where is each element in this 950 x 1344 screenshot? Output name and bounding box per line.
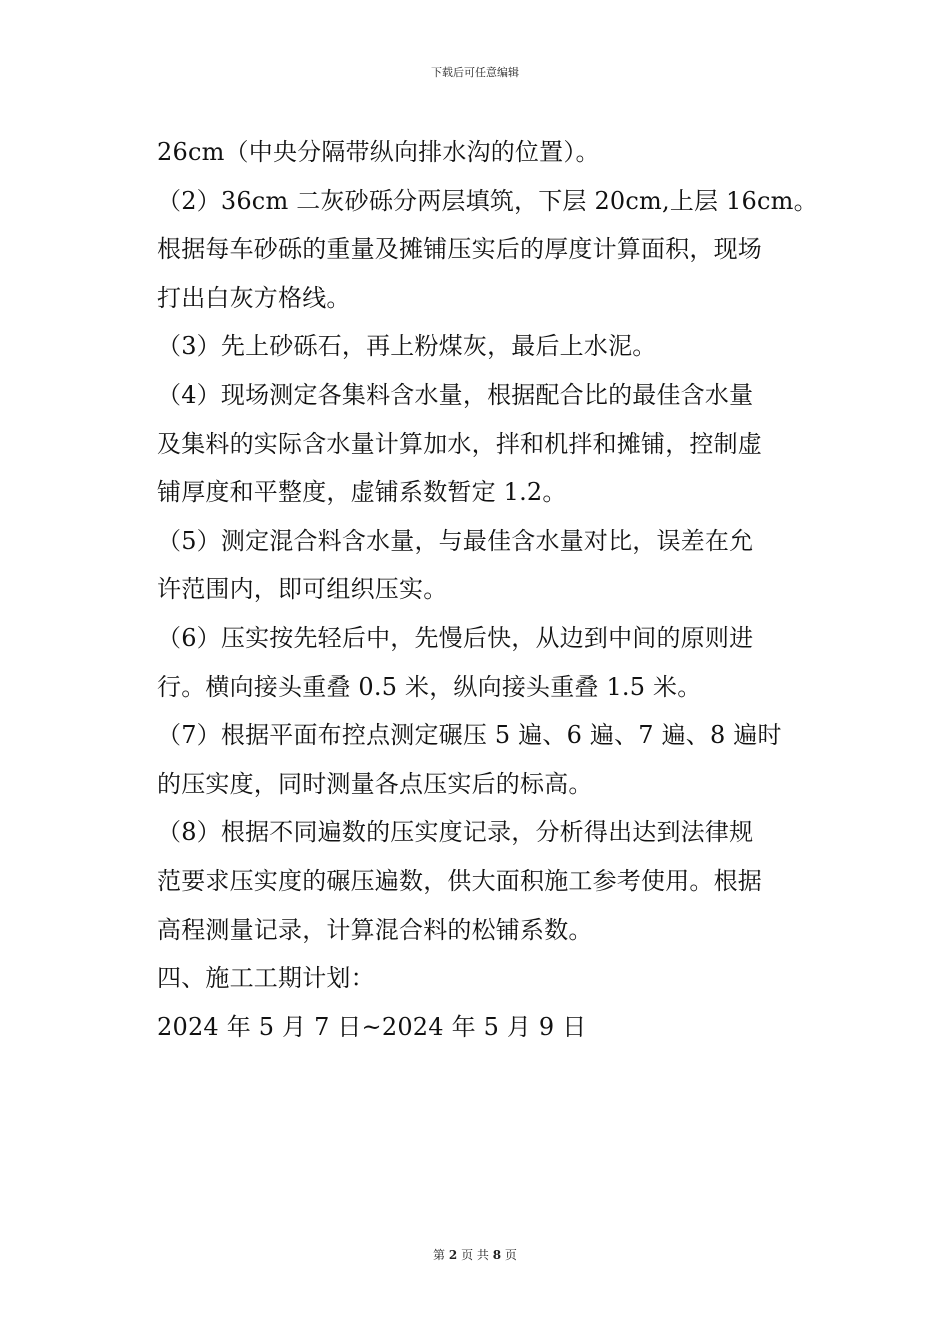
body-line: 及集料的实际含水量计算加水，拌和机拌和摊铺，控制虚: [157, 429, 762, 458]
schedule-dates: 2024 年 5 月 7 日~2024 年 5 月 9 日: [157, 1012, 587, 1041]
body-line: （2）36cm 二灰砂砾分两层填筑，下层 20cm,上层 16cm。: [157, 186, 818, 215]
body-line: 高程测量记录，计算混合料的松铺系数。: [157, 915, 593, 944]
current-page-number: 2: [448, 1248, 458, 1262]
footer-prefix: 第: [433, 1248, 446, 1262]
body-line: 打出白灰方格线。: [157, 283, 351, 312]
page-footer: [0, 1248, 950, 1262]
body-line: （7）根据平面布控点测定碾压 5 遍、6 遍、7 遍、8 遍时: [157, 721, 782, 750]
footer-middle: 页 共: [461, 1248, 489, 1262]
body-line: （5）测定混合料含水量，与最佳含水量对比，误差在允: [157, 526, 754, 555]
page-header: 下载后可任意编辑: [431, 66, 519, 79]
body-line: 铺厚度和平整度，虚铺系数暂定 1.2。: [157, 478, 567, 507]
footer-suffix: 页: [504, 1248, 517, 1262]
body-line: 行。横向接头重叠 0.5 米，纵向接头重叠 1.5 米。: [157, 672, 702, 701]
body-line: （3）先上砂砾石，再上粉煤灰，最后上水泥。: [157, 332, 657, 361]
section-heading: 四、施工工期计划：: [157, 964, 375, 993]
body-line: （6）压实按先轻后中，先慢后快，从边到中间的原则进: [157, 623, 754, 652]
body-line: 根据每车砂砾的重量及摊铺压实后的厚度计算面积，现场: [157, 235, 762, 264]
body-line: （4）现场测定各集料含水量，根据配合比的最佳含水量: [157, 380, 754, 409]
total-page-count: 8: [492, 1248, 502, 1262]
body-line: 的压实度，同时测量各点压实后的标高。: [157, 769, 593, 798]
body-line: 范要求压实度的碾压遍数，供大面积施工参考使用。根据: [157, 866, 762, 895]
body-line: 许范围内，即可组织压实。: [157, 575, 448, 604]
document-body: [157, 128, 818, 1051]
body-line: 26cm（中央分隔带纵向排水沟的位置）。: [157, 138, 600, 166]
body-line: （8）根据不同遍数的压实度记录，分析得出达到法律规: [157, 818, 754, 847]
